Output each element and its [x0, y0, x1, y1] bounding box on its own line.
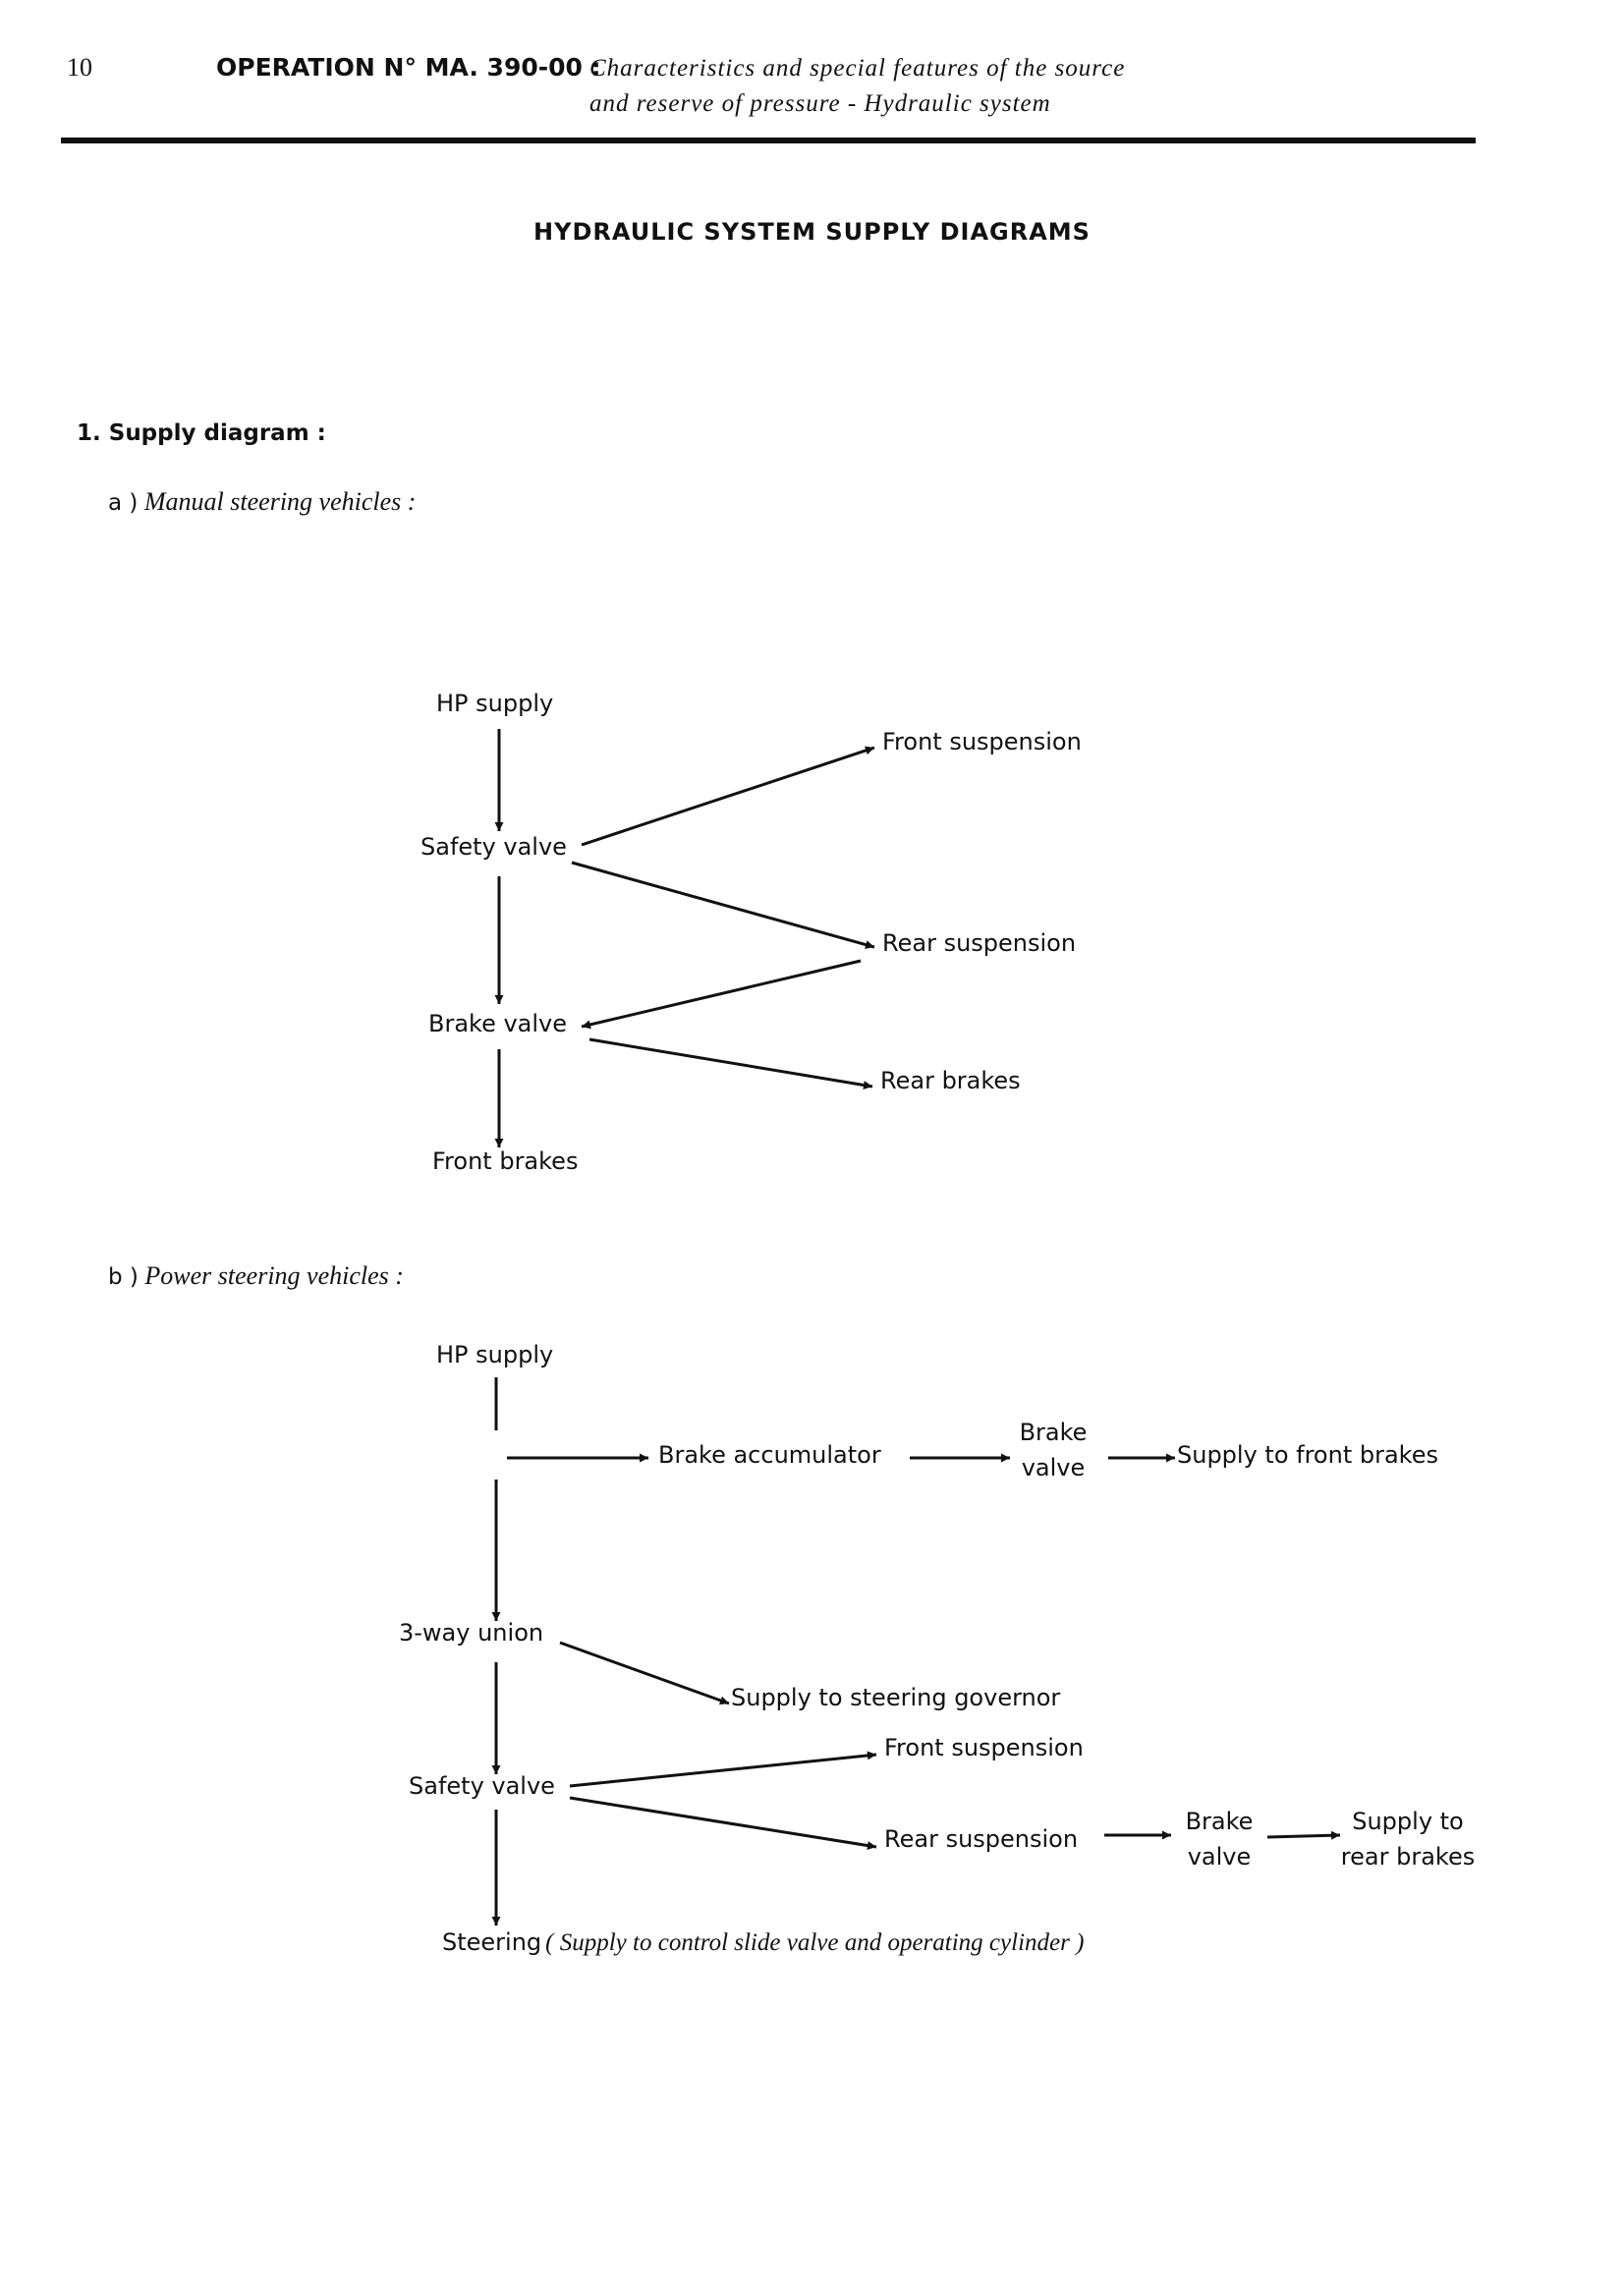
arrow-safety-to-front-suspension [582, 748, 874, 845]
arrow-union-to-steering-governor [560, 1643, 729, 1704]
node-safety-valve: Safety valve [420, 833, 567, 861]
section-title: 1. Supply diagram : [77, 420, 326, 446]
node-hp-supply: HP supply [436, 1341, 554, 1368]
node-brake-valve: Brake valve [428, 1010, 568, 1037]
node-rear-suspension: Rear suspension [884, 1825, 1079, 1853]
operation-number: OPERATION N° MA. 390-00 : [216, 53, 601, 82]
subsection-title: Power steering vehicles : [144, 1261, 404, 1290]
arrow-safety-to-rear-suspension [572, 863, 874, 947]
subsection-letter: a ) [108, 490, 139, 516]
node-supply-front-brakes: Supply to front brakes [1177, 1441, 1438, 1469]
node-rear-brakes: Rear brakes [880, 1067, 1021, 1094]
page-title: HYDRAULIC SYSTEM SUPPLY DIAGRAMS [533, 218, 1091, 246]
node-brake-valve-rear: Brake valve [1185, 1808, 1254, 1871]
arrow-safety-to-front-suspension [570, 1755, 876, 1786]
node-steering: Steering ( Supply to control slide valve and operating cylinder ) [442, 1928, 1085, 1956]
node-3-way-union: 3-way union [399, 1619, 544, 1647]
node-supply-steering-governor: Supply to steering governor [731, 1684, 1061, 1711]
node-rear-suspension: Rear suspension [882, 929, 1077, 957]
node-brake-accumulator: Brake accumulator [658, 1441, 881, 1469]
arrow-brake-valve-to-rear-brakes [589, 1039, 872, 1087]
arrow-brake-valve-to-rear-brakes [1267, 1835, 1340, 1837]
arrow-safety-to-rear-suspension [570, 1798, 876, 1847]
operation-description-line2: and reserve of pressure - Hydraulic system [589, 90, 1051, 117]
node-hp-supply: HP supply [436, 690, 554, 717]
page-number: 10 [67, 53, 92, 82]
steering-note: ( Supply to control slide valve and operating cylinder ) [545, 1929, 1085, 1956]
node-front-suspension: Front suspension [882, 728, 1082, 755]
node-safety-valve: Safety valve [409, 1772, 555, 1800]
node-front-brakes: Front brakes [432, 1147, 579, 1175]
arrow-rear-suspension-to-brake-valve [582, 961, 861, 1027]
operation-description-line1: Characteristics and special features of the source [589, 55, 1126, 82]
node-front-suspension: Front suspension [884, 1734, 1084, 1761]
node-supply-rear-brakes: Supply to rear brakes [1340, 1808, 1476, 1871]
node-brake-valve-front: Brake valve [1019, 1419, 1088, 1481]
subsection-letter: b ) [108, 1264, 139, 1290]
subsection-title: Manual steering vehicles : [143, 487, 417, 516]
